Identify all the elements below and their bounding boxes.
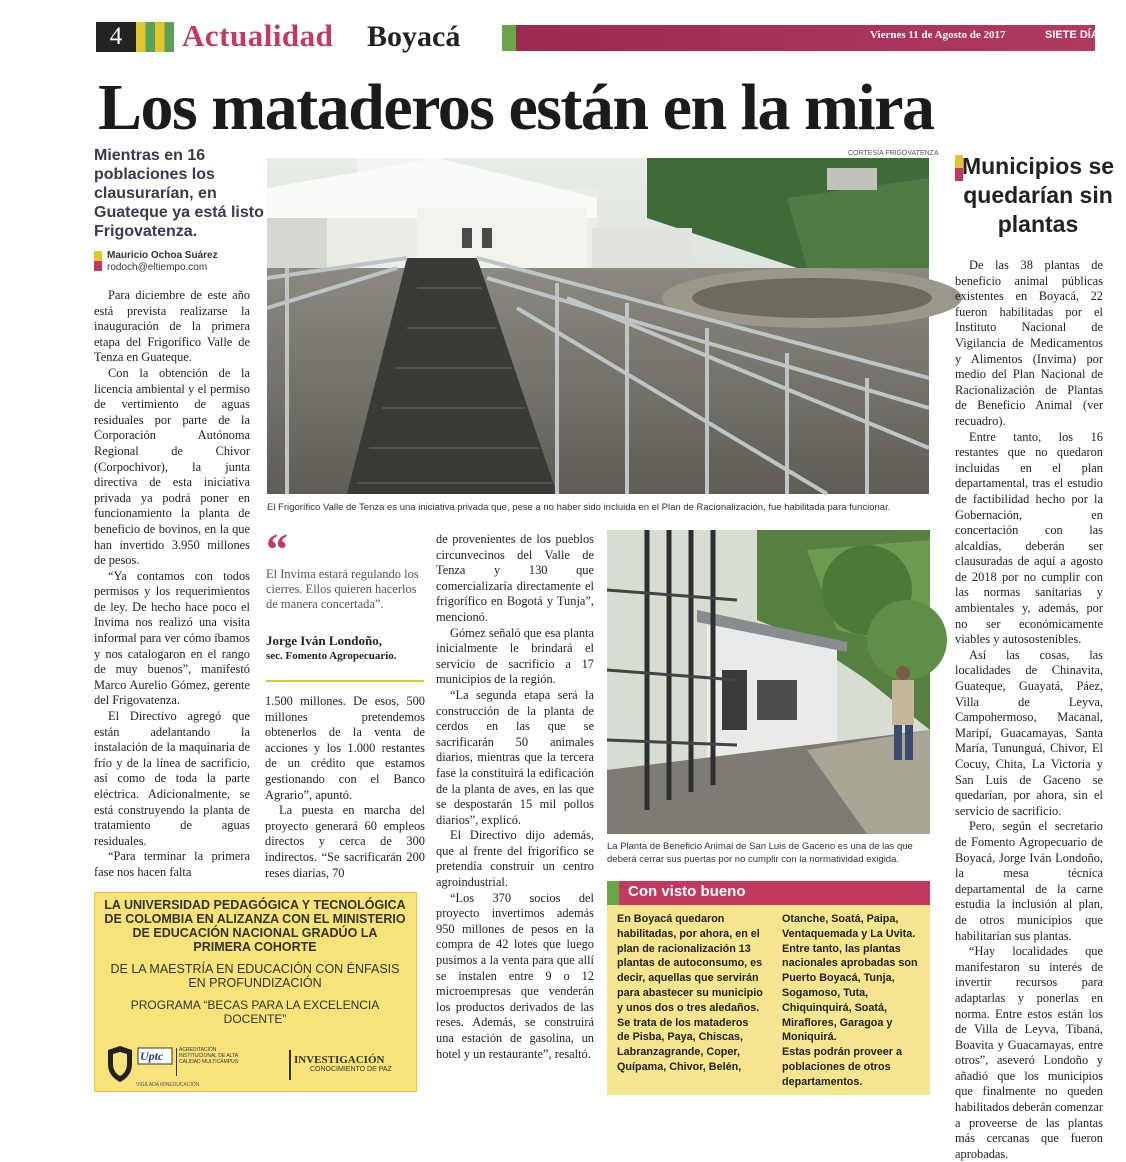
paragraph: El Directivo dijo además, que al frente del frigorífico se pretendía construir un centro agroindustrial. xyxy=(436,828,594,890)
paragraph: 1.500 millones. De esos, 500 millones pretendemos obtenerlos de la venta de acciones y los 1.000 restantes de un crédito que estamos gestionando con el Banco Agrario”, apuntó. xyxy=(265,694,425,802)
box-title: Con visto bueno xyxy=(628,883,746,900)
sidebar-title: Municipios se quedarían sin plantas xyxy=(961,153,1115,237)
investigacion-logo-subtitle: CONOCIMIENTO DE PAZ xyxy=(310,1066,392,1073)
photo-frigorifico xyxy=(267,158,929,494)
photo-frigorifico-illustration xyxy=(267,158,929,494)
paragraph: Entre tanto, los 16 restantes que no quedaron incluidas en el plan departamental, tras el estudio de factibilidad hecho por la Gobernación, en concertación con las alcaldías, deberán ser clausuradas de aquí a agosto de 2018 por no cumplir con las normas sanitarias y ambientales y, además, por no ser económicamente viables y autosostenibles. xyxy=(955,429,1103,647)
uptc-logo xyxy=(104,1044,239,1084)
paragraph: De las 38 plantas de beneficio animal públicas existentes en Boyacá, 22 fueron habilitadas por el Instituto Nacional de Vigilancia de Medicamentos y Alimentos (Invima) por medio del Plan Nacional de Racionalización de Plantas de Beneficio Animal (ver recuadro). xyxy=(955,258,1103,428)
region-name: Boyacá xyxy=(367,20,461,53)
paragraph: Pero, según el secretario de Fomento Agropecuario de Boyacá, Jorge Iván Londoño, la mesa técnica departamental de la carne estudia la inclusión al plan, de otros municipios que habilitarían sus plantas. xyxy=(955,819,1103,943)
section-name: Actualidad xyxy=(182,18,334,53)
divider xyxy=(266,680,424,682)
page-number: 4 xyxy=(96,22,136,52)
issue-date: Viernes 11 de Agosto de 2017 xyxy=(870,29,1006,41)
quote-mark: “ xyxy=(266,525,288,574)
subhead: Mientras en 16 poblaciones los clausurarían, en Guateque ya está listo Frigovatenza. xyxy=(94,147,264,240)
byline-email: rodoch@eltiempo.com xyxy=(107,262,208,273)
byline-marker xyxy=(94,251,102,271)
ad-scholarship: PROGRAMA “BECAS PARA LA EXCELENCIA DOCENTE” xyxy=(130,998,380,1026)
paragraph: “Para terminar la primera fase nos hacen falta xyxy=(94,849,250,879)
photo-caption: El Frigorífico Valle de Tenza es una iniciativa privada que, pese a no haber sido incluida en el Plan de Racionalización, fue habilitada para funcionar. xyxy=(267,502,891,513)
pull-quote-text: El Invima estará regulando los cierres. Ellos quieren hacerlos de manera concertada”. xyxy=(266,567,419,611)
paragraph: Gómez señaló que esa planta inicialmente le brindará el servicio de sacrificio a 17 municipios de la región. xyxy=(436,625,594,687)
photo-san-luis-illustration xyxy=(607,530,930,834)
paragraph: El Directivo agregó que están adelantando la instalación de la maquinaria de frío y de la línea de sacrificio, así como de toda la parte eléctrica. Adicionalmente, se está construyendo la planta de tratamiento de aguas residuales. xyxy=(94,709,250,848)
box-column-2 xyxy=(782,912,924,1090)
ad-program: DE LA MAESTRÍA EN EDUCACIÓN CON ÉNFASIS EN PROFUNDIZACIÓN xyxy=(110,962,400,990)
photo-caption: La Planta de Beneficio Animal de San Luis de Gaceno es una de las que deberá cerrar sus puertas por no cumplir con la normatividad exigida. xyxy=(607,841,913,865)
paragraph: Así las cosas, las localidades de Chinavita, Guateque, Guayatá, Páez, Villa de Leyva, Campohermoso, Macanal, Maripí, Guacamayas, Santa María, Tununguá, Chivor, El Cocuy, Chita, La Victoria y San Luis de Gaceno se quedarían, por ahora, sin el servicio de sacrificio. xyxy=(955,647,1103,818)
paragraph: La puesta en marcha del proyecto generará 60 empleos directos y cerca de 300 indirectos. “Se sacrificarán 200 reses diarias, 70 xyxy=(265,803,425,880)
paragraph: “Los 370 socios del proyecto invertimos además 950 millones de pesos en la compra de 42 lotes que luego pusimos a la venta para que allí se instalen entre 9 o 12 microempresas que venderán los productos derivados de las reses. Además, se construirá una estación de gasolina, un hotel y un restaurante”, resaltó. xyxy=(436,890,594,1061)
photo-credit: CORTESÍA FRIGOVATENZA xyxy=(848,150,939,157)
photo-san-luis-plant xyxy=(607,530,930,834)
pull-quote-role: sec. Fomento Agropecuario. xyxy=(266,650,397,662)
paragraph: “La segunda etapa será la construcción de la planta de cerdos en las que se sacrificarán 50 animales diarios, mientras que la tercera fase la constituirá la edificación de la planta de aves, en las que se despostarán 15 mil pollos diarios”, explicó. xyxy=(436,687,594,827)
header-color-stripe xyxy=(136,22,174,52)
ad-footer: VIGILADA MINEDUCACIÓN xyxy=(136,1082,200,1088)
sidebar-body xyxy=(955,258,1103,1161)
box-column-1: En Boyacá quedaron habilitadas, por ahora, en el plan de racionalización 13 plantas de autoconsumo, es decir, aquellas que servirán para abastecer su municipio y unos dos o tres aledaños. Se trata de los mataderos de Pisba, Paya, Chiscas, Labranzagrande, Coper, Quípama, Chivor, Belén, xyxy=(617,913,763,1073)
article-column-3 xyxy=(436,532,594,1094)
box-paragraph: Otanche, Soatá, Paipa, Ventaquemada y La Uvita. Entre tanto, las plantas nacionales aprobadas son Puerto Boyacá, Tunja, Sogamoso, Tuta, Chiquinquirá, Soatá, Miraflores, Garagoa y Moniquirá. xyxy=(782,913,918,1044)
paragraph: Con la obtención de la licencia ambiental y el permiso de vertimiento de aguas residuales por parte de la Corporación Autónoma Regional de Chivor (Corpochivor), la junta directiva de esta iniciativa privada ya podrá poner en funcionamiento la planta de beneficio de bovinos, en la que han invertido 3.950 millones de pesos. xyxy=(94,365,250,568)
divider xyxy=(289,1050,291,1080)
pull-quote-author: Jorge Iván Londoño, xyxy=(266,633,382,648)
accreditation-text: ACREDITACIÓN INSTITUCIONAL DE ALTA CALIDAD MULTICAMPUS xyxy=(179,1047,239,1065)
article-column-2 xyxy=(265,694,425,880)
header-accent xyxy=(502,25,516,51)
byline-author: Mauricio Ochoa Suárez xyxy=(107,250,218,261)
shield-icon xyxy=(104,1044,239,1084)
ad-headline: LA UNIVERSIDAD PEDAGÓGICA Y TECNOLÓGICA DE COLOMBIA EN ALIZANZA CON EL MINISTERIO DE EDUCACIÓN NACIONAL GRADÚO LA PRIMERA COHORTE xyxy=(104,898,406,954)
paragraph: “Ya contamos con todos permisos y los requerimientos de ley. De hecho hace poco el Invima nos realizó una visita informal para ver cómo íbamos y nos catalogaron en el rango de muy buenos”, manifestó Marco Aurelio Gómez, gerente del Frigovatenza. xyxy=(94,568,250,708)
publication-brand: SIETE DÍAS xyxy=(1045,29,1107,41)
header-bar xyxy=(502,25,1095,51)
paragraph: Para diciembre de este año está prevista realizarse la inauguración de la primera etapa del Frigorífico Valle de Tenza en Guateque. xyxy=(94,288,250,365)
box-paragraph: Estas podrán proveer a poblaciones de otros departamentos. xyxy=(782,1046,903,1088)
uptc-logo-text: Uptc xyxy=(140,1049,164,1063)
paragraph: “Hay localidades que manifestaron su interés de invertir recursos para adaptarlas y ponerlas en norma. Entre estos están los de Villa de Leyva, Tibaná, Boavita y Guacamayas, entre otros”, aseveró Londoño y añadió que los municipios que finalmente no queden habilitados deberán comenzar a proveerse de las plantas más cercanas que fueron aprobadas. xyxy=(955,944,1103,1161)
investigacion-logo-title: INVESTIGACIÓN xyxy=(294,1054,385,1066)
headline: Los mataderos están en la mira xyxy=(98,71,934,144)
article-column-1 xyxy=(94,288,250,880)
paragraph: de provenientes de los pueblos circunvecinos del Valle de Tenza y 130 que comercializaría directamente el frigorífico en Bogotá y Tunja”, mencionó. xyxy=(436,532,594,624)
